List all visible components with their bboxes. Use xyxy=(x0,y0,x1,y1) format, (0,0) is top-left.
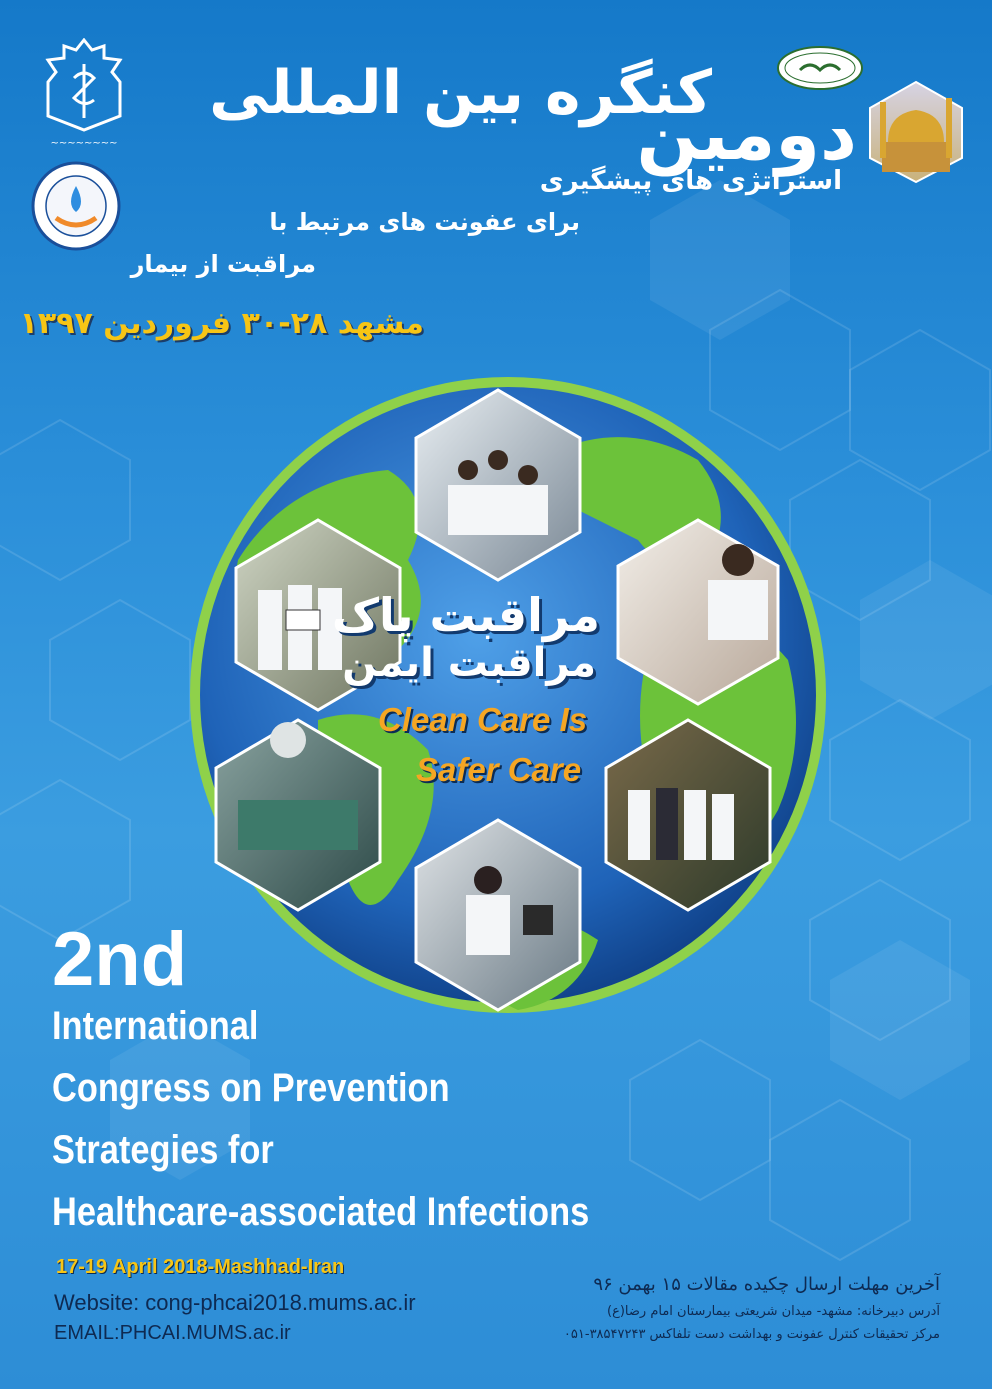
secretariat-address: آدرس دبیرخانه: مشهد- میدان شریعتی بیمارستان امام رضا(ع) xyxy=(607,1304,940,1319)
date-english: 17-19 April 2018-Mashhad-Iran xyxy=(56,1256,345,1278)
globe-illustration xyxy=(178,360,838,1030)
research-center-contact: مرکز تحقیقات کنترل عفونت و بهداشت دست تلفاکس ۳۸۵۴۷۲۴۳-۰۵۱ xyxy=(563,1327,940,1342)
subtitle-prevention-strategies: استراتژی های پیشگیری xyxy=(539,166,842,196)
slogan-safer-care-en: Safer Care xyxy=(416,751,582,788)
english-title-line: Congress on Prevention xyxy=(52,1066,450,1110)
subtitle-infections-related: برای عفونت های مرتبط با xyxy=(269,208,580,236)
website-link[interactable]: Website: cong-phcai2018.mums.ac.ir xyxy=(54,1290,416,1315)
slogan-clean-care-en: Clean Care Is xyxy=(378,701,588,738)
infection-center-logo xyxy=(30,160,122,252)
abstract-deadline: آخرین مهلت ارسال چکیده مقالات ۱۵ بهمن ۹۶ xyxy=(593,1274,940,1295)
date-persian: مشهد ۲۸-۳۰ فروردین ۱۳۹۷ xyxy=(19,306,424,341)
clean-hands-emblem xyxy=(776,44,864,92)
email-link[interactable]: EMAIL:PHCAI.MUMS.ac.ir xyxy=(54,1322,291,1344)
english-title-line: Healthcare-associated Infections xyxy=(52,1190,590,1234)
shrine-dome-photo xyxy=(866,80,966,184)
title-line-international-congress: کنگره بین المللی xyxy=(209,58,712,128)
english-title-line: International xyxy=(52,1004,259,1048)
heading-edition: 2nd xyxy=(52,917,188,1002)
slogan-safe-care-fa: مراقبت ایمن xyxy=(342,640,596,686)
university-logo xyxy=(40,38,128,150)
subtitle-patient-care: مراقبت از بیمار xyxy=(130,250,316,278)
english-title-line: Strategies for xyxy=(52,1128,274,1172)
svg-text:~~~~~~~~: ~~~~~~~~ xyxy=(50,138,118,149)
title-line-second: دومین xyxy=(636,92,857,176)
slogan-clean-care-fa: مراقبت پاک xyxy=(331,588,600,642)
